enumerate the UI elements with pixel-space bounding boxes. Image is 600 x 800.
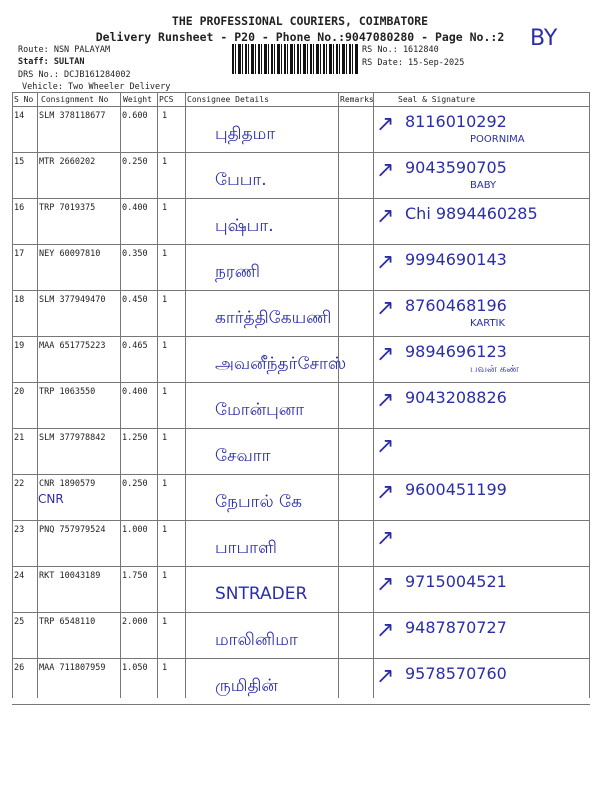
route-text: Route: NSN PALAYAM xyxy=(18,45,111,55)
rs-date: RS Date: 15-Sep-2025 xyxy=(362,58,465,68)
company-title: THE PROFESSIONAL COURIERS, COIMBATORE xyxy=(171,14,429,28)
pieces-count: 1 xyxy=(162,249,168,259)
drs-number: DRS No.: DCJB161284002 xyxy=(18,70,131,80)
signature-arrow-mark: ↗ xyxy=(376,480,395,505)
pieces-count: 1 xyxy=(162,617,168,627)
signature-arrow-mark: ↗ xyxy=(376,388,395,413)
table-border-right xyxy=(589,92,590,698)
signature-arrow-mark: ↗ xyxy=(376,664,395,689)
column-header: Consignee Details xyxy=(187,95,269,104)
row-divider xyxy=(12,474,590,475)
row-serial-number: 23 xyxy=(14,525,25,535)
consignee-handwriting: பேபா. xyxy=(215,170,267,190)
pieces-count: 1 xyxy=(162,387,168,397)
signature-arrow-mark: ↗ xyxy=(376,572,395,597)
column-divider xyxy=(338,92,339,698)
signature-arrow-mark: ↗ xyxy=(376,158,395,183)
weight-value: 1.750 xyxy=(122,571,148,581)
consignee-handwriting: சேவாா xyxy=(215,446,271,466)
seal-signature-note: KARTIK xyxy=(470,318,506,329)
barcode-image xyxy=(232,44,358,74)
consignment-number: RKT 10043189 xyxy=(39,571,101,581)
seal-signature-handwriting: 9715004521 xyxy=(405,572,507,591)
row-serial-number: 16 xyxy=(14,203,25,213)
consignee-handwriting: மாலினிமா xyxy=(215,630,298,650)
consignment-number: SLM 377978842 xyxy=(39,433,106,443)
weight-value: 0.400 xyxy=(122,203,148,213)
row-divider xyxy=(12,658,590,659)
seal-signature-note: BABY xyxy=(470,180,497,191)
pieces-count: 1 xyxy=(162,433,168,443)
consignee-handwriting: புஷ்பா. xyxy=(215,216,274,236)
weight-value: 0.450 xyxy=(122,295,148,305)
weight-value: 0.400 xyxy=(122,387,148,397)
consignee-handwriting: நரணி xyxy=(215,262,260,282)
consignment-number: MAA 711807959 xyxy=(39,663,106,673)
seal-signature-handwriting: 9578570760 xyxy=(405,664,507,683)
row-serial-number: 24 xyxy=(14,571,25,581)
staff-text: Staff: SULTAN xyxy=(18,57,85,67)
signature-arrow-mark: ↗ xyxy=(376,618,395,643)
signature-arrow-mark: ↗ xyxy=(376,204,395,229)
consignment-number: SLM 378118677 xyxy=(39,111,106,121)
consignee-handwriting: மோன்புனா xyxy=(215,400,305,420)
column-divider xyxy=(157,92,158,698)
consignee-handwriting: ருமிதின் xyxy=(215,676,278,696)
seal-signature-handwriting: 8116010292 xyxy=(405,112,507,131)
consignment-number: MTR 2660202 xyxy=(39,157,96,167)
row-serial-number: 26 xyxy=(14,663,25,673)
consignment-number: TRP 6548110 xyxy=(39,617,96,627)
weight-value: 0.350 xyxy=(122,249,148,259)
row-divider xyxy=(12,704,590,705)
consignee-handwriting: பாபாளி xyxy=(215,538,277,558)
pieces-count: 1 xyxy=(162,663,168,673)
pieces-count: 1 xyxy=(162,111,168,121)
row-divider xyxy=(12,520,590,521)
column-divider xyxy=(373,92,374,698)
runsheet-subtitle: Delivery Runsheet - P20 - Phone No.:9047080280 - Page No.:2 xyxy=(95,30,505,44)
column-header: Seal & Signature xyxy=(398,95,476,104)
pieces-count: 1 xyxy=(162,341,168,351)
consignee-handwriting: SNTRADER xyxy=(215,584,308,604)
seal-signature-handwriting: 9043590705 xyxy=(405,158,507,177)
corner-handwritten-note: BY xyxy=(530,26,558,51)
row-serial-number: 20 xyxy=(14,387,25,397)
consignee-handwriting: கார்த்திகேயணி xyxy=(215,308,332,328)
weight-value: 0.250 xyxy=(122,157,148,167)
column-header: Remarks xyxy=(340,95,374,104)
column-divider xyxy=(37,92,38,698)
column-divider xyxy=(120,92,121,698)
consignment-number: PNQ 757979524 xyxy=(39,525,106,535)
signature-arrow-mark: ↗ xyxy=(376,112,395,137)
row-divider xyxy=(12,382,590,383)
pieces-count: 1 xyxy=(162,203,168,213)
weight-value: 0.250 xyxy=(122,479,148,489)
seal-signature-handwriting: 9994690143 xyxy=(405,250,507,269)
row-divider xyxy=(12,290,590,291)
row-serial-number: 14 xyxy=(14,111,25,121)
table-header-line xyxy=(12,106,590,107)
seal-signature-note: பவன் கண் xyxy=(470,364,520,375)
column-header: PCS xyxy=(159,95,174,104)
weight-value: 0.465 xyxy=(122,341,148,351)
consignment-number: TRP 1063550 xyxy=(39,387,96,397)
row-serial-number: 25 xyxy=(14,617,25,627)
signature-arrow-mark: ↗ xyxy=(376,342,395,367)
consignment-number: MAA 651775223 xyxy=(39,341,106,351)
row-divider xyxy=(12,198,590,199)
consignee-handwriting: புதிதமா xyxy=(215,124,276,144)
signature-arrow-mark: ↗ xyxy=(376,296,395,321)
row-divider xyxy=(12,428,590,429)
table-top-line xyxy=(12,92,590,93)
column-divider xyxy=(185,92,186,698)
row-divider xyxy=(12,152,590,153)
seal-signature-handwriting: 9487870727 xyxy=(405,618,507,637)
weight-value: 1.250 xyxy=(122,433,148,443)
seal-signature-handwriting: 8760468196 xyxy=(405,296,507,315)
seal-signature-handwriting: 9600451199 xyxy=(405,480,507,499)
column-header: Consignment No xyxy=(41,95,109,104)
weight-value: 1.050 xyxy=(122,663,148,673)
row-divider xyxy=(12,336,590,337)
weight-value: 0.600 xyxy=(122,111,148,121)
weight-value: 2.000 xyxy=(122,617,148,627)
seal-signature-handwriting: 9894696123 xyxy=(405,342,507,361)
pieces-count: 1 xyxy=(162,157,168,167)
consignee-handwriting: அவனீந்தர்சோஸ் xyxy=(215,354,347,374)
pieces-count: 1 xyxy=(162,571,168,581)
row-serial-number: 21 xyxy=(14,433,25,443)
consignment-number: NEY 60097810 xyxy=(39,249,101,259)
signature-arrow-mark: ↗ xyxy=(376,434,395,459)
signature-arrow-mark: ↗ xyxy=(376,250,395,275)
consignment-number: SLM 377949470 xyxy=(39,295,106,305)
row-serial-number: 17 xyxy=(14,249,25,259)
row-divider xyxy=(12,566,590,567)
column-header: S No xyxy=(14,95,34,104)
weight-value: 1.000 xyxy=(122,525,148,535)
row-serial-number: 15 xyxy=(14,157,25,167)
consignment-handwritten-note: CNR xyxy=(38,492,64,506)
row-serial-number: 22 xyxy=(14,479,25,489)
pieces-count: 1 xyxy=(162,479,168,489)
row-divider xyxy=(12,244,590,245)
seal-signature-handwriting: Chi 9894460285 xyxy=(405,204,538,223)
rs-number: RS No.: 1612840 xyxy=(362,45,439,55)
seal-signature-note: POORNIMA xyxy=(470,134,525,145)
row-serial-number: 18 xyxy=(14,295,25,305)
row-divider xyxy=(12,612,590,613)
consignment-number: TRP 7019375 xyxy=(39,203,96,213)
consignee-handwriting: நேபால் கே xyxy=(215,492,302,512)
row-serial-number: 19 xyxy=(14,341,25,351)
column-header: Weight xyxy=(123,95,152,104)
seal-signature-handwriting: 9043208826 xyxy=(405,388,507,407)
vehicle-text: Vehicle: Two Wheeler Delivery xyxy=(22,82,171,92)
pieces-count: 1 xyxy=(162,525,168,535)
consignment-number: CNR 1890579 xyxy=(39,479,96,489)
signature-arrow-mark: ↗ xyxy=(376,526,395,551)
pieces-count: 1 xyxy=(162,295,168,305)
table-border-left xyxy=(12,92,13,698)
